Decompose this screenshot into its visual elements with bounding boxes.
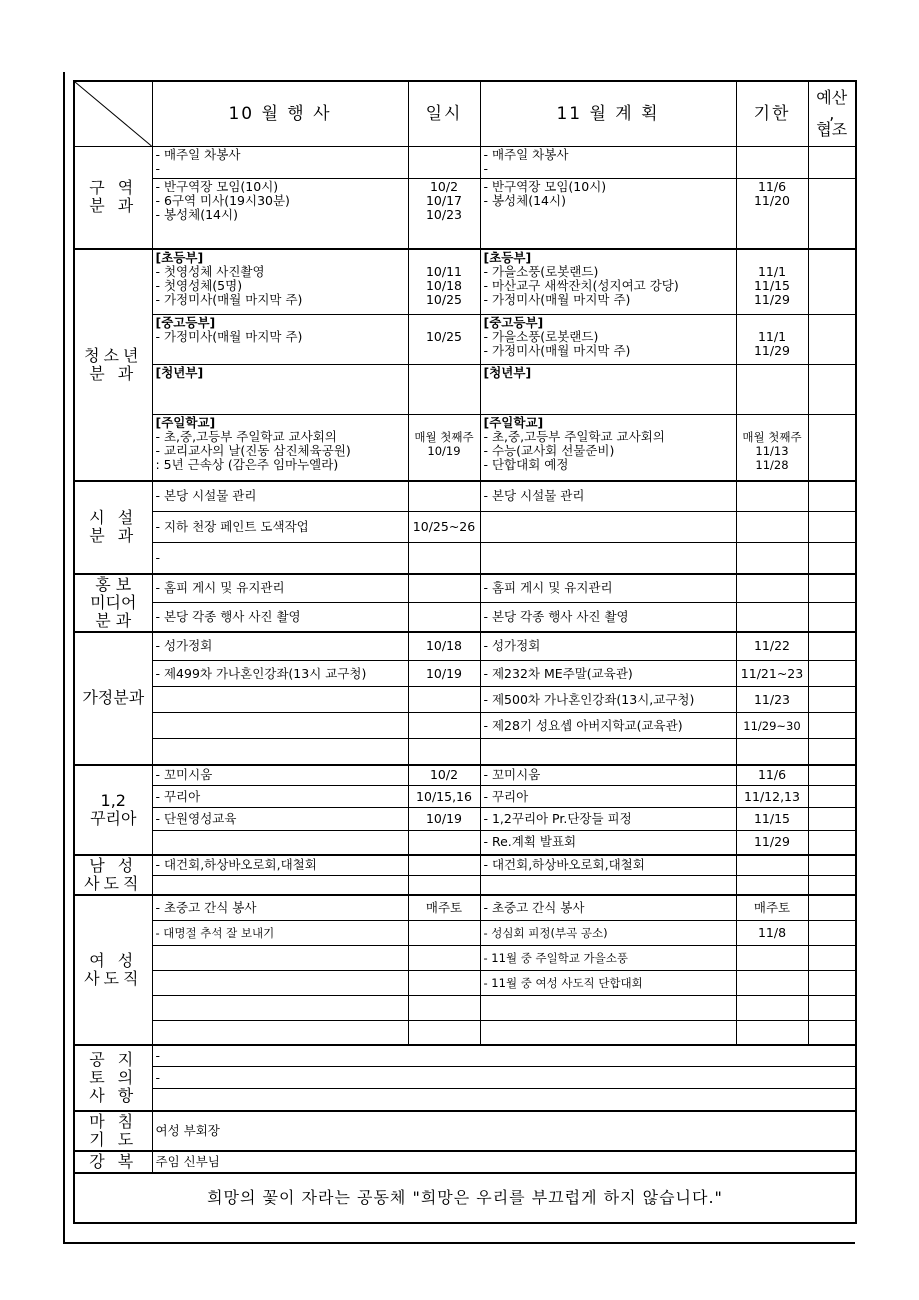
homily-value: 주임 신부님 bbox=[152, 1151, 856, 1173]
district-nov-date-2: 11/6 11/20 bbox=[736, 179, 808, 249]
notice-item-2: - bbox=[152, 1067, 856, 1089]
kkuria-oct-2: - 꾸리아 bbox=[152, 786, 408, 808]
women-row-5 bbox=[74, 996, 856, 1021]
facility-row-2 bbox=[74, 512, 856, 543]
women-oct-date-6 bbox=[408, 1021, 480, 1045]
family-row-1 bbox=[74, 632, 856, 661]
women-oct-2: - 대명절 추석 잘 보내기 bbox=[152, 921, 408, 946]
youth-elem-oct: [초등부] - 첫영성체 사진촬영 - 첫영성체(5명) - 가정미사(매월 마지막 주) bbox=[152, 249, 408, 315]
kkuria-row-3 bbox=[74, 808, 856, 831]
kkuria-nov-date-3: 11/15 bbox=[736, 808, 808, 831]
youth-mid-row bbox=[74, 315, 856, 365]
women-oct-4 bbox=[152, 971, 408, 996]
youth-young-nov: [청년부] bbox=[480, 365, 736, 415]
diagonal-corner-cell bbox=[74, 81, 152, 147]
family-nov-date-3: 11/23 bbox=[736, 687, 808, 713]
facility-oct-date-2: 10/25~26 bbox=[408, 512, 480, 543]
men-nov-2 bbox=[480, 876, 736, 895]
men-nov-1: - 대건회,하상바오로회,대철회 bbox=[480, 855, 736, 876]
youth-mid-oct-dates: 10/25 bbox=[408, 315, 480, 365]
facility-nov-1: - 본당 시설물 관리 bbox=[480, 481, 736, 512]
family-oct-4 bbox=[152, 713, 408, 739]
district-nov-1: - 매주일 차봉사 - bbox=[480, 147, 736, 179]
women-budget-5 bbox=[808, 996, 856, 1021]
media-budget-2 bbox=[808, 603, 856, 632]
category-family: 가정분과 bbox=[74, 632, 152, 765]
women-budget-2 bbox=[808, 921, 856, 946]
women-row-1 bbox=[74, 895, 856, 921]
women-oct-date-1: 매주토 bbox=[408, 895, 480, 921]
family-budget-5 bbox=[808, 739, 856, 765]
media-oct-2: - 본당 각종 행사 사진 촬영 bbox=[152, 603, 408, 632]
family-nov-5 bbox=[480, 739, 736, 765]
family-row-2 bbox=[74, 661, 856, 687]
men-oct-1: - 대건회,하상바오로회,대철회 bbox=[152, 855, 408, 876]
kkuria-oct-date-2: 10/15,16 bbox=[408, 786, 480, 808]
kkuria-budget-3 bbox=[808, 808, 856, 831]
media-nov-1: - 홈피 게시 및 유지관리 bbox=[480, 574, 736, 603]
family-nov-4: - 제28기 성요셉 아버지학교(교육관) bbox=[480, 713, 736, 739]
category-notice: 공 지 토 의 사 항 bbox=[74, 1045, 152, 1111]
district-nov-2: - 반구역장 모임(10시) - 봉성체(14시) bbox=[480, 179, 736, 249]
women-budget-4 bbox=[808, 971, 856, 996]
kkuria-oct-3: - 단원영성교육 bbox=[152, 808, 408, 831]
women-nov-date-3 bbox=[736, 946, 808, 971]
youth-mid-nov: [중고등부] - 가을소풍(로봇랜드) - 가정미사(매월 마지막 주) bbox=[480, 315, 736, 365]
women-row-2 bbox=[74, 921, 856, 946]
family-oct-date-5 bbox=[408, 739, 480, 765]
women-oct-1: - 초중고 간식 봉사 bbox=[152, 895, 408, 921]
media-nov-date-1 bbox=[736, 574, 808, 603]
youth-young-row bbox=[74, 365, 856, 415]
kkuria-oct-date-3: 10/19 bbox=[408, 808, 480, 831]
family-budget-3 bbox=[808, 687, 856, 713]
family-budget-4 bbox=[808, 713, 856, 739]
family-oct-date-1: 10/18 bbox=[408, 632, 480, 661]
family-oct-3 bbox=[152, 687, 408, 713]
men-budget-2 bbox=[808, 876, 856, 895]
family-oct-date-3 bbox=[408, 687, 480, 713]
kkuria-nov-1: - 꼬미시움 bbox=[480, 765, 736, 786]
footer-motto: 희망의 꽃이 자라는 공동체 "희망은 우리를 부끄럽게 하지 않습니다." bbox=[74, 1173, 856, 1223]
youth-elem-row bbox=[74, 249, 856, 315]
media-oct-date-2 bbox=[408, 603, 480, 632]
women-row-3 bbox=[74, 946, 856, 971]
women-oct-date-3 bbox=[408, 946, 480, 971]
kkuria-nov-date-1: 11/6 bbox=[736, 765, 808, 786]
category-men: 남 성 사도직 bbox=[74, 855, 152, 895]
women-nov-date-1: 매주토 bbox=[736, 895, 808, 921]
category-district: 구 역 분 과 bbox=[74, 147, 152, 249]
header-row bbox=[74, 81, 856, 147]
notice-row-3 bbox=[74, 1089, 856, 1111]
district-oct-1: - 매주일 차봉사 - bbox=[152, 147, 408, 179]
women-nov-date-5 bbox=[736, 996, 808, 1021]
facility-budget-3 bbox=[808, 543, 856, 574]
family-oct-2: - 제499차 가나혼인강좌(13시 교구청) bbox=[152, 661, 408, 687]
women-nov-3: - 11월 중 주일학교 가을소풍 bbox=[480, 946, 736, 971]
category-facility: 시 설 분 과 bbox=[74, 481, 152, 574]
kkuria-oct-4 bbox=[152, 831, 408, 855]
family-row-5 bbox=[74, 739, 856, 765]
homily-row bbox=[74, 1151, 856, 1173]
family-oct-date-4 bbox=[408, 713, 480, 739]
youth-elem-nov-dates: 11/1 11/15 11/29 bbox=[736, 249, 808, 315]
district-row-1 bbox=[74, 147, 856, 179]
header-deadline: 기한 bbox=[736, 81, 808, 147]
men-budget-1 bbox=[808, 855, 856, 876]
youth-sunday-nov-dates: 매월 첫째주 11/13 11/28 bbox=[736, 415, 808, 481]
youth-sunday-row bbox=[74, 415, 856, 481]
kkuria-nov-3: - 1,2꾸리아 Pr.단장들 피정 bbox=[480, 808, 736, 831]
men-nov-date-2 bbox=[736, 876, 808, 895]
youth-mid-oct: [중고등부] - 가정미사(매월 마지막 주) bbox=[152, 315, 408, 365]
kkuria-budget-2 bbox=[808, 786, 856, 808]
category-closing-prayer: 마 침 기 도 bbox=[74, 1111, 152, 1151]
kkuria-nov-2: - 꾸리아 bbox=[480, 786, 736, 808]
family-oct-1: - 성가정회 bbox=[152, 632, 408, 661]
media-oct-date-1 bbox=[408, 574, 480, 603]
kkuria-oct-date-4 bbox=[408, 831, 480, 855]
youth-young-oct: [청년부] bbox=[152, 365, 408, 415]
header-oct-events: 10 월 행 사 bbox=[152, 81, 408, 147]
men-row-1 bbox=[74, 855, 856, 876]
women-oct-date-5 bbox=[408, 996, 480, 1021]
facility-oct-3: - bbox=[152, 543, 408, 574]
district-nov-date-1 bbox=[736, 147, 808, 179]
youth-young-oct-dates bbox=[408, 365, 480, 415]
youth-sunday-nov: [주일학교] - 초,중,고등부 주일학교 교사회의 - 수능(교사회 선물준비) - 단합대회 예정 bbox=[480, 415, 736, 481]
women-nov-date-6 bbox=[736, 1021, 808, 1045]
kkuria-row-4 bbox=[74, 831, 856, 855]
facility-oct-date-1 bbox=[408, 481, 480, 512]
facility-row-1 bbox=[74, 481, 856, 512]
diagonal-line bbox=[75, 82, 152, 146]
notice-item-1: - bbox=[152, 1045, 856, 1067]
women-nov-4: - 11월 중 여성 사도직 단합대회 bbox=[480, 971, 736, 996]
district-row-2 bbox=[74, 179, 856, 249]
women-oct-3 bbox=[152, 946, 408, 971]
kkuria-oct-date-1: 10/2 bbox=[408, 765, 480, 786]
youth-elem-nov: [초등부] - 가을소풍(로봇랜드) - 마산교구 새싹잔치(성지여고 강당) - 가정미사(매월 마지막 주) bbox=[480, 249, 736, 315]
facility-budget-2 bbox=[808, 512, 856, 543]
category-homily: 강 복 bbox=[74, 1151, 152, 1173]
family-row-3 bbox=[74, 687, 856, 713]
media-nov-date-2 bbox=[736, 603, 808, 632]
notice-item-3 bbox=[152, 1089, 856, 1111]
women-oct-date-4 bbox=[408, 971, 480, 996]
women-oct-5 bbox=[152, 996, 408, 1021]
kkuria-nov-date-4: 11/29 bbox=[736, 831, 808, 855]
category-women: 여 성 사도직 bbox=[74, 895, 152, 1045]
family-oct-date-2: 10/19 bbox=[408, 661, 480, 687]
men-oct-date-1 bbox=[408, 855, 480, 876]
notice-row-1 bbox=[74, 1045, 856, 1067]
youth-mid-nov-dates: 11/1 11/29 bbox=[736, 315, 808, 365]
header-nov-plan: 11 월 계 획 bbox=[480, 81, 736, 147]
header-date: 일시 bbox=[408, 81, 480, 147]
youth-sunday-oct: [주일학교] - 초,중,고등부 주일학교 교사회의 - 교리교사의 날(진동 삼진체육공원) : 5년 근속상 (감은주 임마누엘라) bbox=[152, 415, 408, 481]
youth-young-budget bbox=[808, 365, 856, 415]
facility-oct-2: - 지하 천장 페인트 도색작업 bbox=[152, 512, 408, 543]
family-nov-date-5 bbox=[736, 739, 808, 765]
kkuria-nov-4: - Re.계획 발표회 bbox=[480, 831, 736, 855]
family-nov-date-1: 11/22 bbox=[736, 632, 808, 661]
closing-prayer-value: 여성 부회장 bbox=[152, 1111, 856, 1151]
facility-row-3 bbox=[74, 543, 856, 574]
women-nov-6 bbox=[480, 1021, 736, 1045]
meeting-agenda-table bbox=[73, 80, 857, 1224]
media-row-2 bbox=[74, 603, 856, 632]
women-budget-6 bbox=[808, 1021, 856, 1045]
women-budget-3 bbox=[808, 946, 856, 971]
kkuria-row-1 bbox=[74, 765, 856, 786]
facility-nov-date-2 bbox=[736, 512, 808, 543]
men-nov-date-1 bbox=[736, 855, 808, 876]
media-row-1 bbox=[74, 574, 856, 603]
header-budget: 예산 , 협조 bbox=[808, 81, 856, 147]
district-oct-date-1 bbox=[408, 147, 480, 179]
media-oct-1: - 홈피 게시 및 유지관리 bbox=[152, 574, 408, 603]
family-budget-1 bbox=[808, 632, 856, 661]
family-nov-date-2: 11/21~23 bbox=[736, 661, 808, 687]
family-budget-2 bbox=[808, 661, 856, 687]
facility-oct-1: - 본당 시설물 관리 bbox=[152, 481, 408, 512]
women-oct-date-2 bbox=[408, 921, 480, 946]
men-oct-2 bbox=[152, 876, 408, 895]
facility-nov-date-1 bbox=[736, 481, 808, 512]
women-row-4 bbox=[74, 971, 856, 996]
kkuria-oct-1: - 꼬미시움 bbox=[152, 765, 408, 786]
family-nov-2: - 제232차 ME주말(교육관) bbox=[480, 661, 736, 687]
women-oct-6 bbox=[152, 1021, 408, 1045]
family-nov-date-4: 11/29~30 bbox=[736, 713, 808, 739]
men-oct-date-2 bbox=[408, 876, 480, 895]
category-youth: 청소년 분 과 bbox=[74, 249, 152, 481]
category-media: 홍 보 미디어 분 과 bbox=[74, 574, 152, 632]
women-nov-5 bbox=[480, 996, 736, 1021]
district-budget-1 bbox=[808, 147, 856, 179]
facility-nov-3 bbox=[480, 543, 736, 574]
women-budget-1 bbox=[808, 895, 856, 921]
men-row-2 bbox=[74, 876, 856, 895]
facility-nov-date-3 bbox=[736, 543, 808, 574]
women-nov-date-4 bbox=[736, 971, 808, 996]
youth-sunday-oct-dates: 매월 첫째주 10/19 bbox=[408, 415, 480, 481]
district-oct-date-2: 10/2 10/17 10/23 bbox=[408, 179, 480, 249]
youth-young-nov-dates bbox=[736, 365, 808, 415]
facility-budget-1 bbox=[808, 481, 856, 512]
youth-mid-budget bbox=[808, 315, 856, 365]
media-budget-1 bbox=[808, 574, 856, 603]
family-oct-5 bbox=[152, 739, 408, 765]
notice-row-2 bbox=[74, 1067, 856, 1089]
youth-elem-oct-dates: 10/11 10/18 10/25 bbox=[408, 249, 480, 315]
youth-elem-budget bbox=[808, 249, 856, 315]
kkuria-budget-4 bbox=[808, 831, 856, 855]
facility-oct-date-3 bbox=[408, 543, 480, 574]
family-row-4 bbox=[74, 713, 856, 739]
family-nov-1: - 성가정회 bbox=[480, 632, 736, 661]
women-nov-1: - 초중고 간식 봉사 bbox=[480, 895, 736, 921]
facility-nov-2 bbox=[480, 512, 736, 543]
kkuria-row-2 bbox=[74, 786, 856, 808]
kkuria-nov-date-2: 11/12,13 bbox=[736, 786, 808, 808]
youth-sunday-budget bbox=[808, 415, 856, 481]
footer-row bbox=[74, 1173, 856, 1223]
media-nov-2: - 본당 각종 행사 사진 촬영 bbox=[480, 603, 736, 632]
women-nov-2: - 성심회 피정(부곡 공소) bbox=[480, 921, 736, 946]
district-oct-2: - 반구역장 모임(10시) - 6구역 미사(19시30분) - 봉성체(14시) bbox=[152, 179, 408, 249]
family-nov-3: - 제500차 가나혼인강좌(13시,교구청) bbox=[480, 687, 736, 713]
category-kkuria: 1,2 꾸리아 bbox=[74, 765, 152, 855]
kkuria-budget-1 bbox=[808, 765, 856, 786]
closing-prayer-row bbox=[74, 1111, 856, 1151]
women-nov-date-2: 11/8 bbox=[736, 921, 808, 946]
women-row-6 bbox=[74, 1021, 856, 1045]
district-budget-2 bbox=[808, 179, 856, 249]
